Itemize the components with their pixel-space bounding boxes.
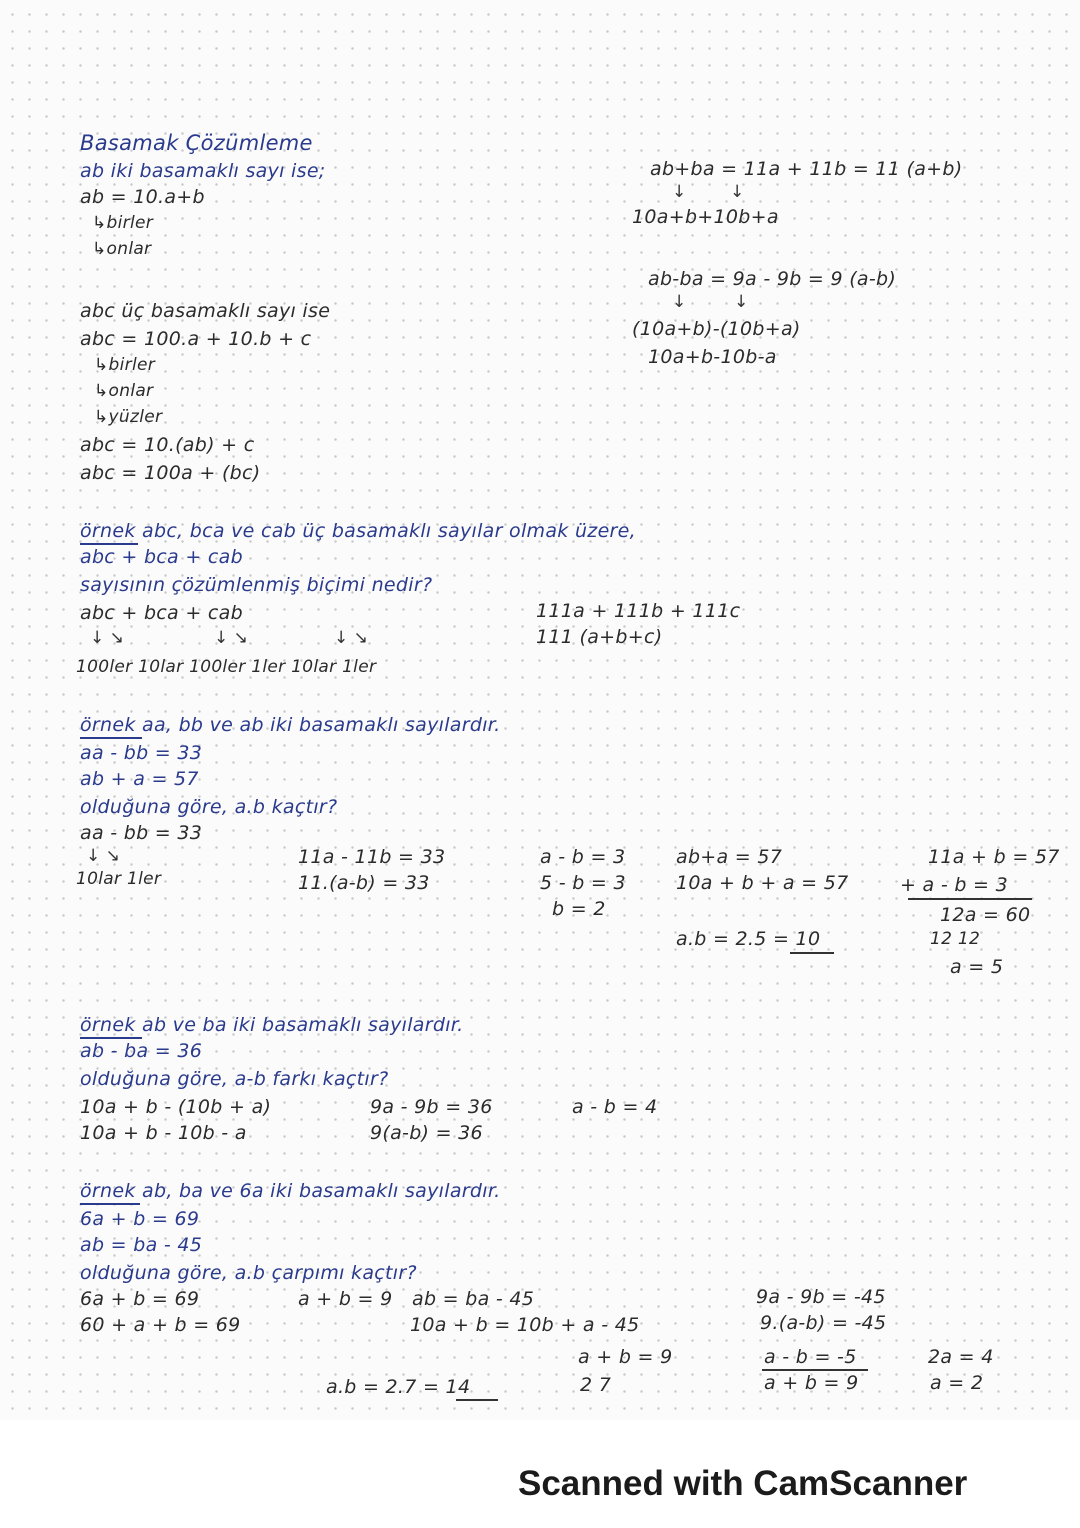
s2-line4: ↳onlar [94,381,154,401]
underline [80,1203,140,1205]
ex1-line4: abc + bca + cab [80,602,243,624]
ex2-col2-a: a - b = 3 [540,846,626,868]
ex2-col4-d: 12 12 [930,929,981,949]
ex4-mid5: 2 7 [580,1374,612,1396]
ex2-col1-a: 11a - 11b = 33 [298,846,446,868]
ex2-col2-b: 5 - b = 3 [540,872,626,894]
s1-line1: ab iki basamaklı sayı ise; [80,160,326,182]
ex3-line5: 10a + b - 10b - a [80,1122,247,1144]
ex2-line1: örnek aa, bb ve ab iki basamaklı sayılardır. [80,714,501,736]
ex1-line1: örnek abc, bca ve cab üç basamaklı sayılar olmak üzere, [80,520,636,542]
underline [80,1037,142,1039]
ex2-line3: ab + a = 57 [80,768,199,790]
s1-line3: ↳birler [92,213,154,233]
ex4-right3: a - b = -5 [764,1346,857,1368]
ex4-line2: 6a + b = 69 [80,1208,200,1230]
ex3-mid2: 9(a-b) = 36 [370,1122,483,1144]
ex2-col1-b: 11.(a-b) = 33 [298,872,430,894]
ex2-line5: aa - bb = 33 [80,822,203,844]
ex2-line6: 10lar 1ler [76,869,162,889]
down-arrow-icon: ↓ [672,182,687,202]
s2-line1: abc üç basamaklı sayı ise [80,300,331,322]
s2-line3: ↳birler [94,355,156,375]
underline [80,543,138,545]
down-arrow-icon: ↓ [672,292,687,312]
ex2-col4-e: a = 5 [950,956,1004,978]
ex2-col2-c: b = 2 [552,898,606,920]
s2-line7: abc = 100a + (bc) [80,462,261,484]
down-arrow-icon: ↓ ↘ [214,628,248,648]
s2-line6: abc = 10.(ab) + c [80,434,255,456]
ex1-line6: 111 (a+b+c) [536,626,663,648]
ex4-mid3: 10a + b = 10b + a - 45 [410,1314,640,1336]
underline [790,952,834,954]
ex3-right1: a - b = 4 [572,1096,658,1118]
underline [762,1369,868,1371]
s2-line2: abc = 100.a + 10.b + c [80,328,312,350]
ex2-col4-a: 11a + b = 57 [928,846,1060,868]
ex2-line2: aa - bb = 33 [80,742,203,764]
ex3-line3: olduğuna göre, a-b farkı kaçtır? [80,1068,389,1090]
r1-line1: ab+ba = 11a + 11b = 11 (a+b) [650,158,963,180]
ex4-right2: 9.(a-b) = -45 [760,1312,887,1334]
r1-line3: ab-ba = 9a - 9b = 9 (a-b) [648,268,897,290]
ex3-line2: ab - ba = 36 [80,1040,203,1062]
down-arrow-icon: ↓ [734,292,749,312]
s1-line4: ↳onlar [92,239,152,259]
ex2-col3-c: a.b = 2.5 = 10 [676,928,821,950]
ex2-col3-b: 10a + b + a = 57 [676,872,849,894]
ex4-mid1: a + b = 9 [298,1288,393,1310]
ex4-right6: a = 2 [930,1372,984,1394]
r1-line2: 10a+b+10b+a [632,206,779,228]
r1-line5: 10a+b-10b-a [648,346,777,368]
ex2-col4-c: 12a = 60 [940,904,1031,926]
ex4-line4: olduğuna göre, a.b çarpımı kaçtır? [80,1262,417,1284]
s2-line5: ↳yüzler [94,407,163,427]
ex4-right4: a + b = 9 [764,1372,859,1394]
camscanner-watermark: Scanned with CamScanner [518,1464,968,1503]
ex4-line3: ab = ba - 45 [80,1234,203,1256]
down-arrow-icon: ↓ ↘ [334,628,368,648]
underline [80,737,142,739]
ex1-line3: sayısının çözümlenmiş biçimi nedir? [80,574,433,596]
ex4-mid4: a + b = 9 [578,1346,673,1368]
ex1-line5: 111a + 111b + 111c [536,600,741,622]
ex4-line1: örnek ab, ba ve 6a iki basamaklı sayılardır. [80,1180,501,1202]
page-title: Basamak Çözümleme [80,131,313,155]
r1-line4: (10a+b)-(10b+a) [632,318,801,340]
ex2-col4-b: + a - b = 3 [900,874,1008,896]
down-arrow-icon: ↓ ↘ [90,628,124,648]
ex3-line4: 10a + b - (10b + a) [80,1096,272,1118]
sum-line [908,898,1032,900]
ex4-mid2: ab = ba - 45 [412,1288,535,1310]
ex4-right5: 2a = 4 [928,1346,994,1368]
ex4-line5: 6a + b = 69 [80,1288,200,1310]
ex2-line4: olduğuna göre, a.b kaçtır? [80,796,338,818]
s1-line2: ab = 10.a+b [80,186,205,208]
ex2-col3-a: ab+a = 57 [676,846,783,868]
ex4-mid6: a.b = 2.7 = 14 [326,1376,471,1398]
down-arrow-icon: ↓ [730,182,745,202]
underline [456,1399,498,1401]
ex4-right1: 9a - 9b = -45 [756,1286,886,1308]
ex3-mid1: 9a - 9b = 36 [370,1096,493,1118]
ex4-line6: 60 + a + b = 69 [80,1314,241,1336]
ex1-line2: abc + bca + cab [80,546,243,568]
ex1-line7: 100ler 10lar 100ler 1ler 10lar 1ler [76,657,377,677]
ex3-line1: örnek ab ve ba iki basamaklı sayılardır. [80,1014,464,1036]
down-arrow-icon: ↓ ↘ [86,846,120,866]
